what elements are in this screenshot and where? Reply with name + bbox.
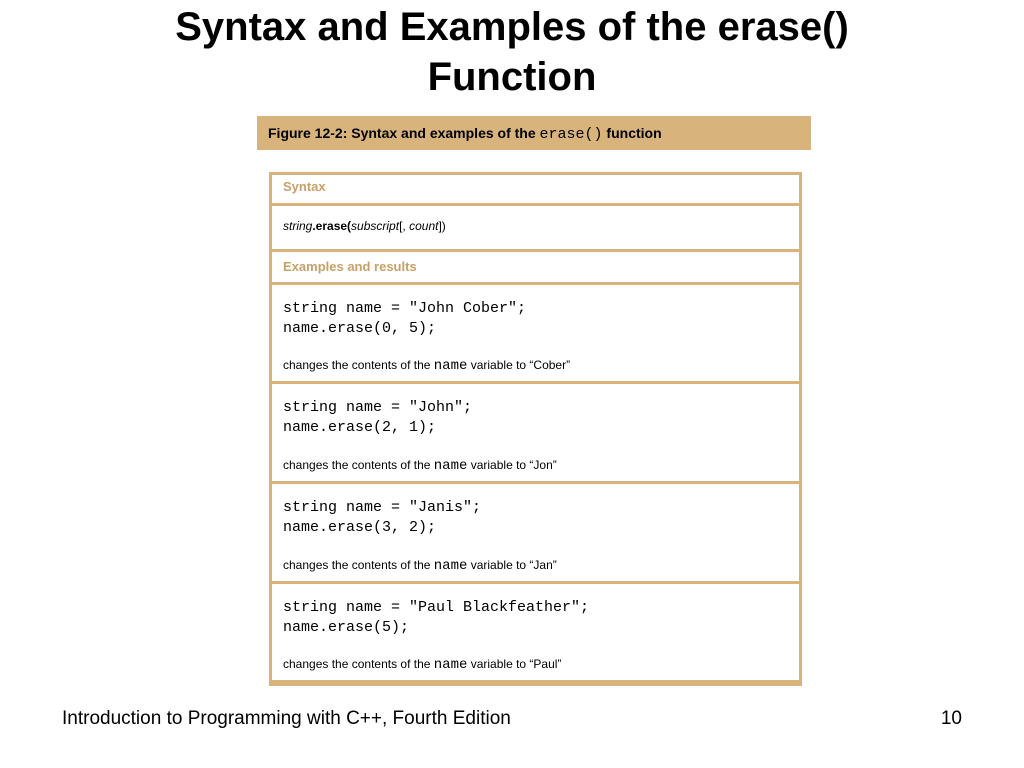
syntax-header: Syntax (272, 175, 799, 203)
syntax-param-subscript: subscript (351, 219, 400, 233)
result-prefix: changes the contents of the (283, 458, 434, 472)
code-line: string name = "Paul Blackfeather"; (283, 599, 590, 616)
code-line: string name = "Janis"; (283, 499, 482, 516)
figure-caption-suffix: function (602, 125, 662, 141)
example-code (283, 598, 799, 638)
code-line: name.erase(0, 5); (283, 320, 437, 337)
result-prefix: changes the contents of the (283, 558, 434, 572)
syntax-object: string (283, 219, 313, 233)
code-line: string name = "John Cober"; (283, 300, 527, 317)
syntax-separator: [, (399, 219, 410, 233)
result-variable: name (433, 657, 468, 673)
example-result (283, 657, 561, 673)
result-suffix: variable to “Jon” (467, 458, 557, 472)
result-variable: name (433, 358, 468, 374)
code-line: name.erase(5); (283, 619, 410, 636)
page-number: 10 (940, 708, 962, 729)
result-suffix: variable to “Jan” (467, 558, 557, 572)
syntax-method: .erase( (312, 219, 352, 233)
syntax-end: ]) (438, 219, 446, 233)
figure-caption-code: erase() (539, 126, 603, 143)
figure-caption (257, 116, 811, 150)
result-variable: name (433, 558, 468, 574)
slide-title-line-2: Function (427, 55, 597, 99)
result-suffix: variable to “Paul” (467, 657, 562, 671)
example-code (283, 299, 799, 339)
example-row (272, 384, 799, 481)
code-line: string name = "John"; (283, 399, 473, 416)
example-result (283, 558, 557, 574)
figure-caption-prefix: Figure 12-2: Syntax and examples of the (268, 125, 540, 141)
example-code (283, 398, 799, 438)
syntax-row (272, 206, 799, 249)
slide-title (0, 2, 1024, 102)
example-code (283, 498, 799, 538)
result-prefix: changes the contents of the (283, 358, 434, 372)
syntax-param-count: count (409, 219, 439, 233)
examples-header: Examples and results (272, 252, 799, 282)
example-row (272, 285, 799, 381)
example-result (283, 358, 570, 374)
example-row (272, 584, 799, 680)
code-line: name.erase(2, 1); (283, 419, 437, 436)
footer-book-title: Introduction to Programming with C++, Fourth Edition (62, 708, 511, 729)
result-variable: name (433, 458, 468, 474)
slide-title-line-1: Syntax and Examples of the erase() (175, 5, 849, 49)
example-row (272, 484, 799, 581)
result-suffix: variable to “Cober” (467, 358, 571, 372)
code-line: name.erase(3, 2); (283, 519, 437, 536)
example-result (283, 458, 557, 474)
syntax-table (269, 172, 802, 686)
result-prefix: changes the contents of the (283, 657, 434, 671)
